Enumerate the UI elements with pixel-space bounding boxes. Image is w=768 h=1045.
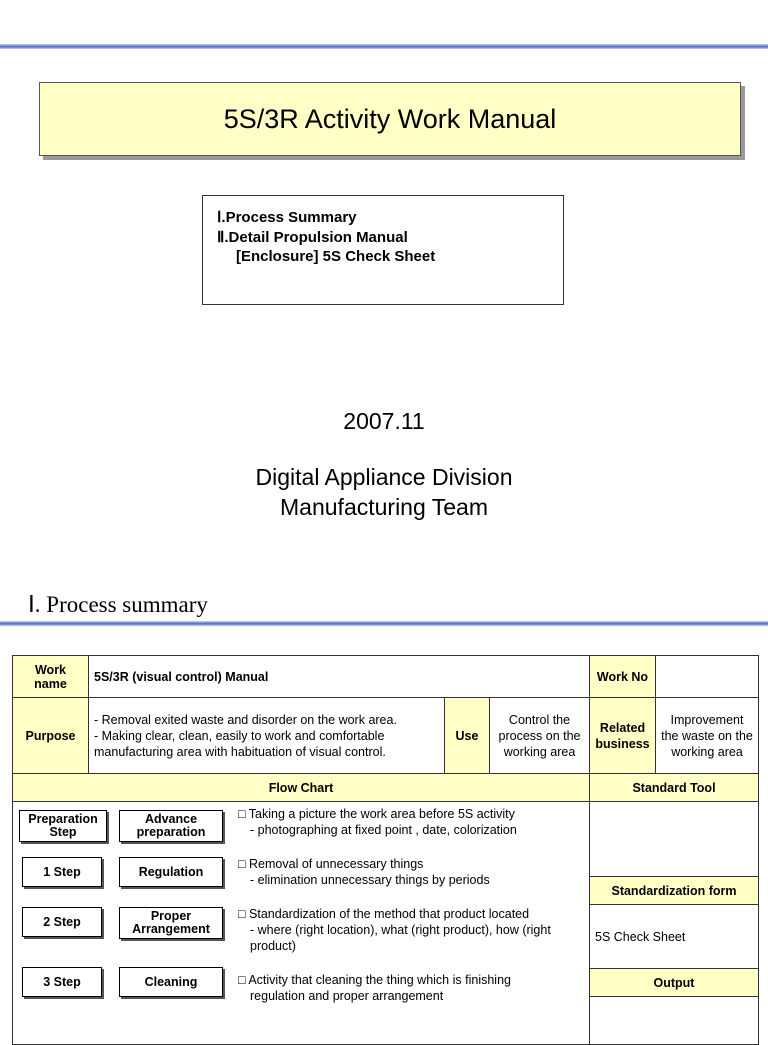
step-label-2: 2 Step: [22, 907, 102, 937]
step-desc-1: [238, 856, 490, 888]
division-name: Digital Appliance Division: [255, 464, 513, 490]
step-desc-3-main: □ Activity that cleaning the thing which is finishing: [238, 973, 511, 987]
step-label-preparation: Preparation Step: [19, 810, 107, 842]
standardization-form-header: Standardization form: [590, 877, 759, 905]
step-desc-2-main: □ Standardization of the method that product located: [238, 907, 530, 921]
top-rule: [0, 44, 768, 49]
title-box: [39, 82, 741, 156]
related-business-label: Related business: [590, 698, 656, 774]
step-desc-2: [238, 906, 588, 954]
step-desc-3: [238, 972, 511, 1004]
step-label-1: 1 Step: [22, 857, 102, 887]
step-desc-preparation-sub: - photographing at fixed point , date, colorization: [250, 823, 517, 837]
step-desc-1-sub: - elimination unnecessary things by periods: [250, 873, 490, 887]
standard-tool-header: Standard Tool: [590, 774, 759, 802]
step-desc-preparation-main: □ Taking a picture the work area before 5S activity: [238, 807, 515, 821]
process-summary-table: [12, 655, 759, 1045]
table-of-contents: [202, 195, 564, 305]
toc-item-process-summary: Ⅰ.Process Summary: [217, 209, 357, 226]
output-header: Output: [590, 969, 759, 997]
step-name-proper-arrangement: Proper Arrangement: [119, 907, 223, 939]
flow-chart-header: Flow Chart: [13, 774, 590, 802]
step-name-advance-preparation: Advance preparation: [119, 810, 223, 842]
step-desc-1-main: □ Removal of unnecessary things: [238, 857, 424, 871]
use-value: Control the process on the working area: [490, 698, 590, 774]
step-desc-2-sub: - where (right location), what (right product), how (right product): [250, 923, 551, 953]
step-desc-preparation: [238, 806, 517, 838]
step-name-cleaning: Cleaning: [119, 967, 223, 997]
purpose-line-1: - Removal exited waste and disorder on the work area.: [94, 712, 397, 727]
step-name-regulation: Regulation: [119, 857, 223, 887]
related-business-value: Improvement the waste on the working area: [656, 698, 759, 774]
standard-tool-value: [590, 802, 759, 877]
work-name-value: 5S/3R (visual control) Manual: [89, 656, 590, 698]
purpose-label: Purpose: [13, 698, 89, 774]
work-name-label: Work name: [13, 656, 89, 698]
purpose-line-2: - Making clear, clean, easily to work and comfortable manufacturing area with habituation of visual control.: [94, 728, 386, 759]
toc-item-detail-manual: Ⅱ.Detail Propulsion Manual: [217, 229, 408, 246]
team-name: Manufacturing Team: [280, 494, 488, 520]
toc-item-check-sheet: [Enclosure] 5S Check Sheet: [236, 248, 436, 265]
output-value: [590, 997, 759, 1045]
work-no-label: Work No: [590, 656, 656, 698]
step-label-3: 3 Step: [22, 967, 102, 997]
step-desc-3-sub: regulation and proper arrangement: [250, 989, 444, 1003]
flow-chart-area: [13, 802, 590, 1045]
use-label: Use: [445, 698, 490, 774]
document-title: 5S/3R Activity Work Manual: [223, 103, 557, 134]
standardization-form-value: 5S Check Sheet: [590, 905, 759, 969]
section-rule: [0, 621, 768, 626]
document-date: 2007.11: [343, 408, 425, 434]
work-no-value: [656, 656, 759, 698]
section-heading: Ⅰ. Process summary: [28, 592, 208, 617]
purpose-value: [89, 698, 445, 774]
